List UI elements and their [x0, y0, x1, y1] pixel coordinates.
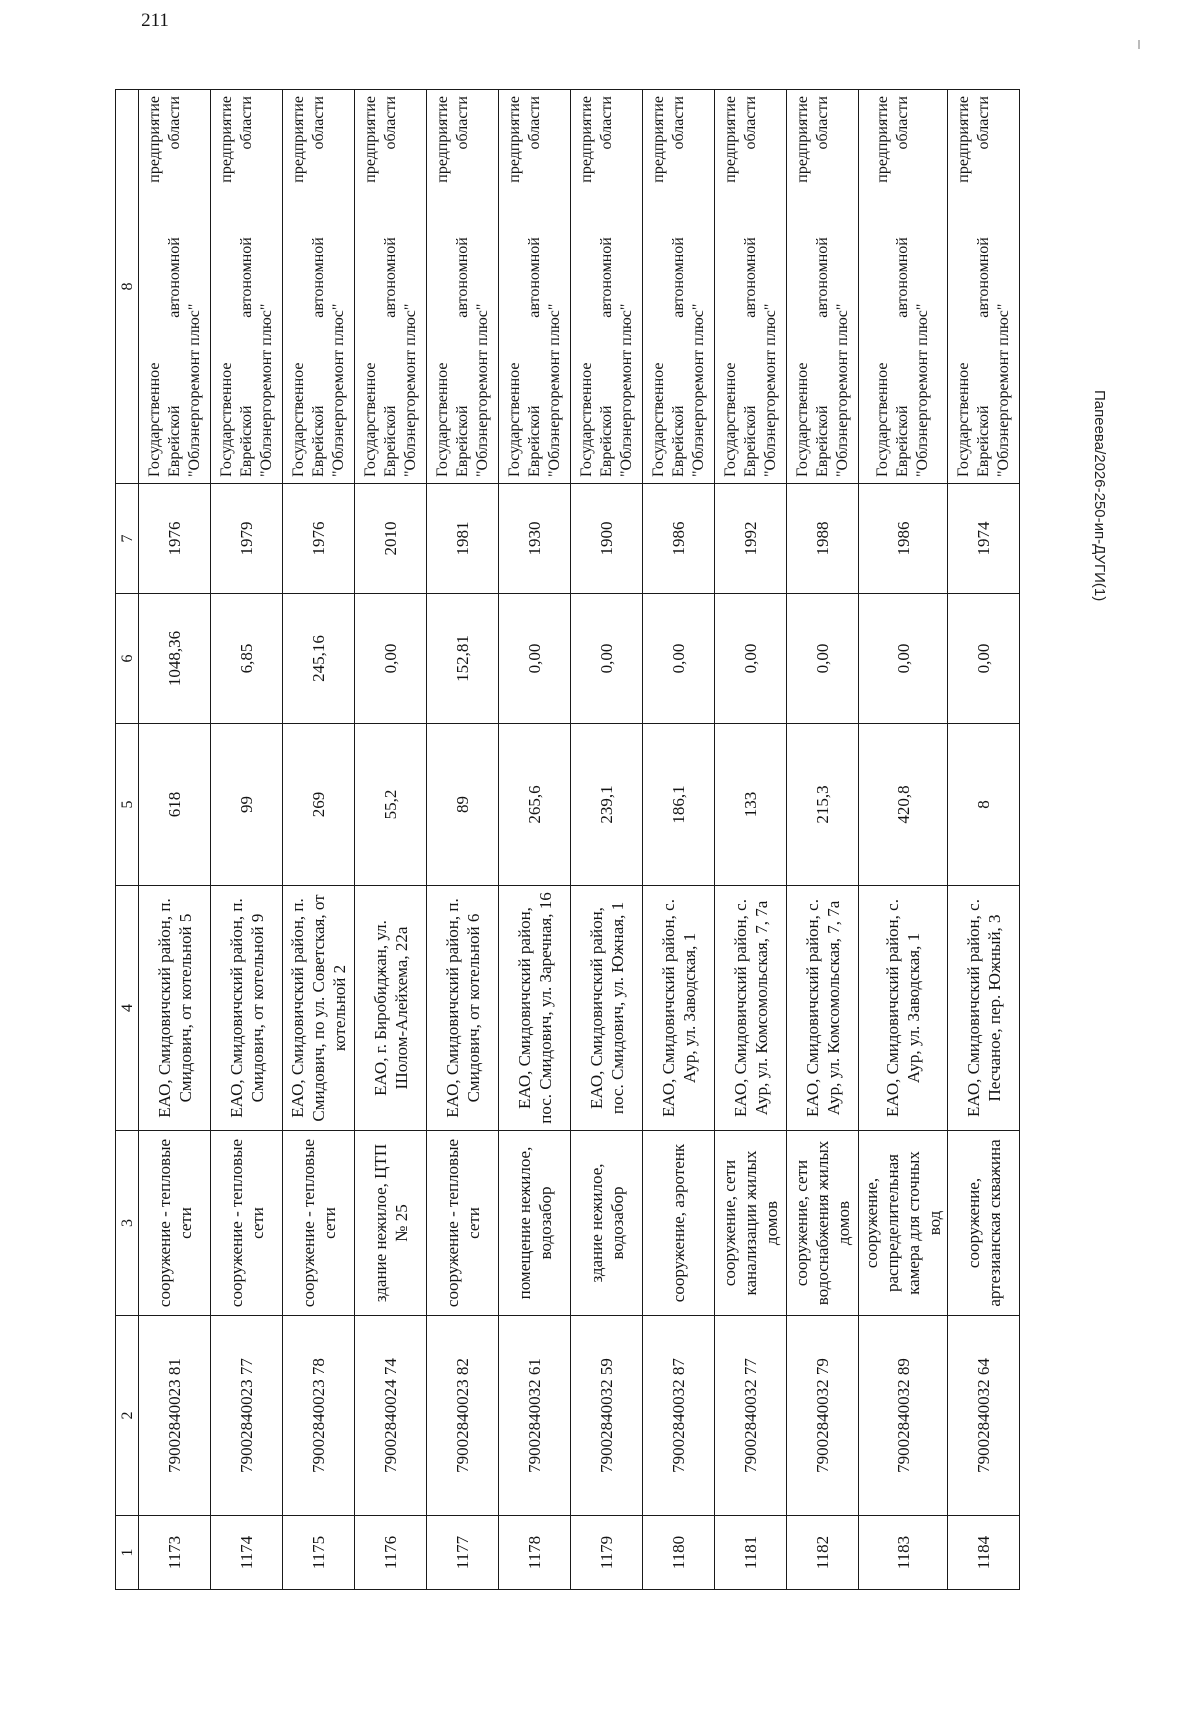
row-number-cell: 1181	[715, 1516, 787, 1590]
owner-cell	[427, 90, 499, 484]
cost-cell: 0,00	[643, 594, 715, 724]
address-cell: ЕАО, Смидовичский район, п. Смидович, от котельной 9	[211, 886, 283, 1131]
year-cell: 1976	[283, 484, 355, 594]
cost-cell: 0,00	[571, 594, 643, 724]
object-type-cell: сооружение - тепловые сети	[283, 1131, 355, 1316]
owner-line: Государственное предприятие	[874, 96, 891, 477]
cost-cell: 0,00	[499, 594, 571, 724]
owner-line: "Облэнергоремонт плюс"	[994, 303, 1012, 477]
object-type-cell: сооружение, распределительная камера для сточных вод	[859, 1131, 948, 1316]
column-number: 2	[116, 1316, 139, 1516]
area-cell: 186,1	[643, 724, 715, 886]
owner-line: Государственное предприятие	[361, 96, 379, 477]
year-cell: 1974	[948, 484, 1020, 594]
owner-line: Государственное предприятие	[577, 96, 595, 477]
owner-line: Еврейской автономной области	[669, 96, 687, 477]
cost-cell: 245,16	[283, 594, 355, 724]
cost-cell: 0,00	[355, 594, 427, 724]
owner-cell	[787, 90, 859, 484]
area-cell: 55,2	[355, 724, 427, 886]
table-row	[787, 90, 859, 1590]
address-cell: ЕАО, Смидовичский район, с. Песчаное, пер. Южный, 3	[948, 886, 1020, 1131]
owner-line: Еврейской автономной области	[165, 96, 183, 477]
owner-cell	[499, 90, 571, 484]
address-cell: ЕАО, Смидовичский район, п. Смидович, по ул. Советская, от котельной 2	[283, 886, 355, 1131]
owner-line: Государственное предприятие	[721, 96, 739, 477]
table-row	[499, 90, 571, 1590]
object-type-cell: сооружение - тепловые сети	[139, 1131, 211, 1316]
cadastral-number-cell: 79002840023 77	[211, 1316, 283, 1516]
address-cell: ЕАО, Смидовичский район, пос. Смидович, ул. Заречная, 16	[499, 886, 571, 1131]
row-number-cell: 1180	[643, 1516, 715, 1590]
row-number-cell: 1174	[211, 1516, 283, 1590]
cadastral-number-cell: 79002840032 79	[787, 1316, 859, 1516]
owner-line: "Облэнергоремонт плюс"	[914, 303, 931, 477]
address-cell: ЕАО, Смидовичский район, п. Смидович, от котельной 6	[427, 886, 499, 1131]
column-number: 5	[116, 724, 139, 886]
object-type-cell: помещение нежилое, водозабор	[499, 1131, 571, 1316]
object-type-cell: сооружение, аэротенк	[643, 1131, 715, 1316]
column-number: 8	[116, 90, 139, 484]
owner-line: Государственное предприятие	[954, 96, 972, 477]
address-cell: ЕАО, Смидовичский район, пос. Смидович, ул. Южная, 1	[571, 886, 643, 1131]
table-row	[643, 90, 715, 1590]
table-row	[211, 90, 283, 1590]
column-number: 4	[116, 886, 139, 1131]
owner-cell	[139, 90, 211, 484]
area-cell: 133	[715, 724, 787, 886]
rotated-table-area	[115, 10, 1115, 1590]
owner-line: "Облэнергоремонт плюс"	[545, 303, 563, 477]
owner-cell	[355, 90, 427, 484]
year-cell: 1979	[211, 484, 283, 594]
cadastral-number-cell: 79002840023 81	[139, 1316, 211, 1516]
column-number: 1	[116, 1516, 139, 1590]
area-cell: 420,8	[859, 724, 948, 886]
row-number-cell: 1183	[859, 1516, 948, 1590]
cost-cell: 0,00	[787, 594, 859, 724]
table-row	[859, 90, 948, 1590]
table-row	[715, 90, 787, 1590]
year-cell: 1900	[571, 484, 643, 594]
year-cell: 1981	[427, 484, 499, 594]
area-cell: 618	[139, 724, 211, 886]
owner-line: Государственное предприятие	[649, 96, 667, 477]
owner-line: Еврейской автономной области	[237, 96, 255, 477]
cadastral-number-cell: 79002840032 77	[715, 1316, 787, 1516]
address-cell: ЕАО, Смидовичский район, с. Аур, ул. Заводская, 1	[643, 886, 715, 1131]
object-type-cell: сооружение - тепловые сети	[211, 1131, 283, 1316]
owner-line: Государственное предприятие	[793, 96, 811, 477]
year-cell: 1986	[859, 484, 948, 594]
table-row	[571, 90, 643, 1590]
column-number: 6	[116, 594, 139, 724]
table-row	[355, 90, 427, 1590]
owner-line: "Облэнергоремонт плюс"	[617, 303, 635, 477]
column-number: 3	[116, 1131, 139, 1316]
owner-line: "Облэнергоремонт плюс"	[401, 303, 419, 477]
address-cell: ЕАО, Смидовичский район, с. Аур, ул. Комсомольская, 7, 7а	[787, 886, 859, 1131]
cost-cell: 6,85	[211, 594, 283, 724]
object-type-cell: здание нежилое, ЦТП № 25	[355, 1131, 427, 1316]
owner-line: Еврейской автономной области	[525, 96, 543, 477]
cadastral-number-cell: 79002840032 89	[859, 1316, 948, 1516]
row-number-cell: 1182	[787, 1516, 859, 1590]
area-cell: 89	[427, 724, 499, 886]
owner-line: Государственное предприятие	[505, 96, 523, 477]
cost-cell: 0,00	[948, 594, 1020, 724]
cadastral-number-cell: 79002840032 61	[499, 1316, 571, 1516]
owner-line: "Облэнергоремонт плюс"	[473, 303, 491, 477]
table-row	[948, 90, 1020, 1590]
column-numbers-row	[116, 90, 139, 1590]
row-number-cell: 1176	[355, 1516, 427, 1590]
cadastral-number-cell: 79002840024 74	[355, 1316, 427, 1516]
owner-line: "Облэнергоремонт плюс"	[185, 303, 203, 477]
owner-cell	[715, 90, 787, 484]
cost-cell: 152,81	[427, 594, 499, 724]
object-type-cell: здание нежилое, водозабор	[571, 1131, 643, 1316]
area-cell: 99	[211, 724, 283, 886]
owner-line: Еврейской автономной области	[813, 96, 831, 477]
owner-line: Еврейской автономной области	[741, 96, 759, 477]
row-number-cell: 1184	[948, 1516, 1020, 1590]
cadastral-number-cell: 79002840032 64	[948, 1316, 1020, 1516]
year-cell: 1988	[787, 484, 859, 594]
object-type-cell: сооружение - тепловые сети	[427, 1131, 499, 1316]
row-number-cell: 1179	[571, 1516, 643, 1590]
owner-line: "Облэнергоремонт плюс"	[761, 303, 779, 477]
owner-line: Еврейской автономной области	[974, 96, 992, 477]
owner-cell	[211, 90, 283, 484]
address-cell: ЕАО, Смидовичский район, п. Смидович, от котельной 5	[139, 886, 211, 1131]
area-cell: 269	[283, 724, 355, 886]
address-cell: ЕАО, г. Биробиджан, ул. Шолом-Алейхема, 22а	[355, 886, 427, 1131]
owner-line: Государственное предприятие	[217, 96, 235, 477]
area-cell: 239,1	[571, 724, 643, 886]
owner-cell	[283, 90, 355, 484]
owner-line: "Облэнергоремонт плюс"	[257, 303, 275, 477]
owner-line: Еврейской автономной области	[309, 96, 327, 477]
table-row	[427, 90, 499, 1590]
area-cell: 215,3	[787, 724, 859, 886]
year-cell: 1976	[139, 484, 211, 594]
row-number-cell: 1175	[283, 1516, 355, 1590]
area-cell: 265,6	[499, 724, 571, 886]
row-number-cell: 1178	[499, 1516, 571, 1590]
cadastral-number-cell: 79002840023 82	[427, 1316, 499, 1516]
page-number: 211	[141, 10, 169, 31]
owner-line: "Облэнергоремонт плюс"	[833, 303, 851, 477]
owner-line: Еврейской автономной области	[597, 96, 615, 477]
owner-line: Еврейской автономной области	[453, 96, 471, 477]
object-type-cell: сооружение, артезианская скважина	[948, 1131, 1020, 1316]
address-cell: ЕАО, Смидовичский район, с. Аур, ул. Заводская, 1	[859, 886, 948, 1131]
column-number: 7	[116, 484, 139, 594]
owner-line: Еврейской автономной области	[894, 96, 911, 477]
area-cell: 8	[948, 724, 1020, 886]
object-type-cell: сооружение, сети канализации жилых домов	[715, 1131, 787, 1316]
row-number-cell: 1173	[139, 1516, 211, 1590]
document-footer: Папеева/2026-250-ип-ДУГИ(1)	[1091, 390, 1108, 602]
owner-line: Государственное предприятие	[433, 96, 451, 477]
cadastral-number-cell: 79002840032 59	[571, 1316, 643, 1516]
address-cell: ЕАО, Смидовичский район, с. Аур, ул. Комсомольская, 7, 7а	[715, 886, 787, 1131]
cadastral-number-cell: 79002840023 78	[283, 1316, 355, 1516]
cost-cell: 0,00	[859, 594, 948, 724]
year-cell: 1930	[499, 484, 571, 594]
year-cell: 1992	[715, 484, 787, 594]
scan-mark	[1138, 40, 1140, 49]
owner-cell	[643, 90, 715, 484]
owner-cell	[948, 90, 1020, 484]
owner-line: Государственное предприятие	[289, 96, 307, 477]
row-number-cell: 1177	[427, 1516, 499, 1590]
owner-cell	[859, 90, 948, 484]
table-row	[283, 90, 355, 1590]
year-cell: 2010	[355, 484, 427, 594]
property-register-table	[115, 89, 1020, 1590]
cost-cell: 0,00	[715, 594, 787, 724]
owner-line: Государственное предприятие	[145, 96, 163, 477]
table-row	[139, 90, 211, 1590]
owner-line: "Облэнергоремонт плюс"	[689, 303, 707, 477]
year-cell: 1986	[643, 484, 715, 594]
owner-line: Еврейской автономной области	[381, 96, 399, 477]
owner-cell	[571, 90, 643, 484]
object-type-cell: сооружение, сети водоснабжения жилых домов	[787, 1131, 859, 1316]
cadastral-number-cell: 79002840032 87	[643, 1316, 715, 1516]
cost-cell: 1048,36	[139, 594, 211, 724]
owner-line: "Облэнергоремонт плюс"	[329, 303, 347, 477]
